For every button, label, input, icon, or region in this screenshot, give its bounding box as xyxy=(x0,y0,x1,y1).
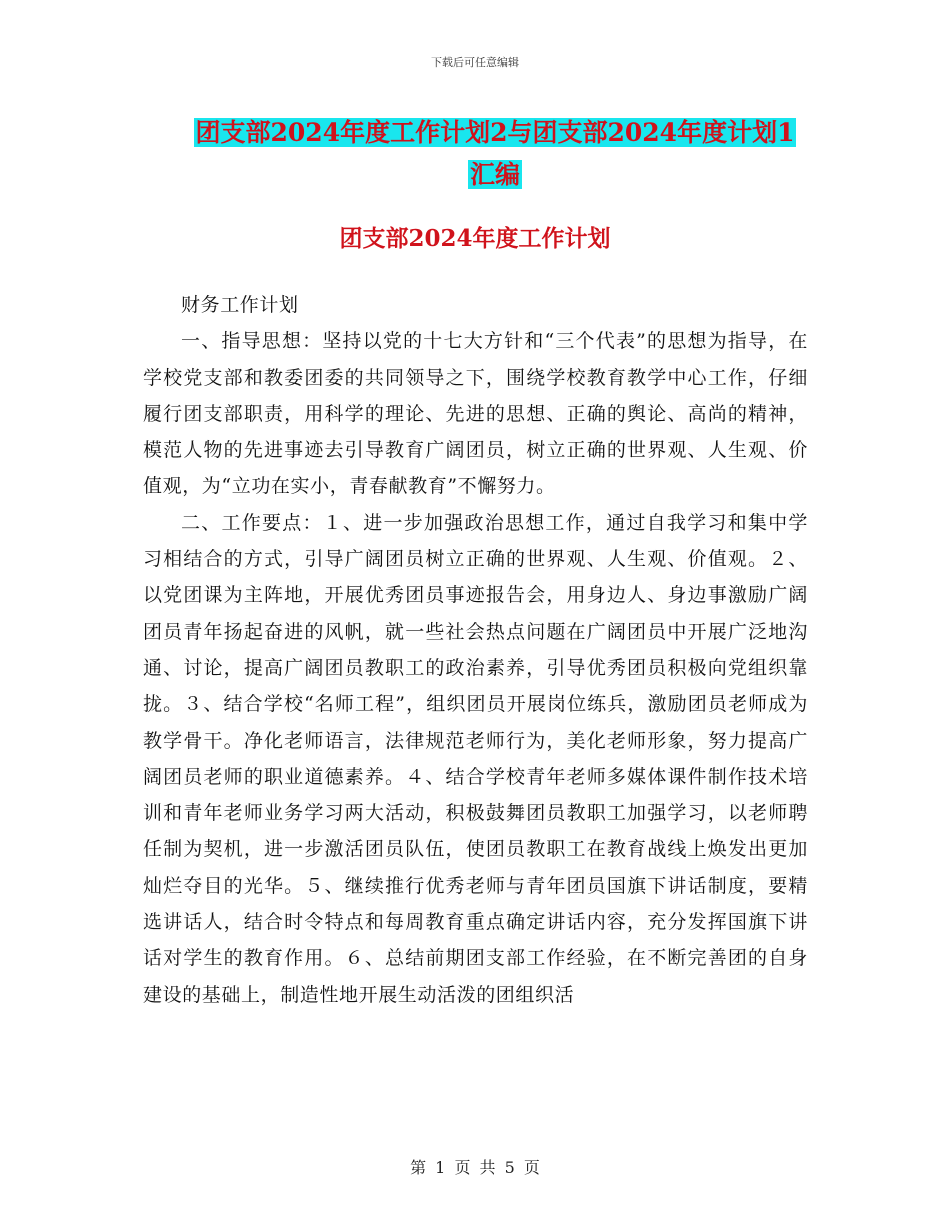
title-line-1: 团支部2024年度工作计划2与团支部2024年度计划1 xyxy=(195,118,795,147)
title-line-2: 汇编 xyxy=(469,160,520,189)
paragraph-label: 财务工作计划 xyxy=(181,294,299,316)
section-title: 团支部2024年度工作计划 xyxy=(339,225,611,252)
page-footer: 第 1 页 共 5 页 xyxy=(410,1158,540,1177)
document-title xyxy=(90,112,900,196)
body-text xyxy=(143,287,808,1013)
paragraph-guiding-ideology: 一、指导思想：坚持以党的十七大方针和“三个代表”的思想为指导，在学校党支部和教委团委的共同领导之下，围绕学校教育教学中心工作，仔细履行团支部职责，用科学的理论、先进的思想、正确的舆论、高尚的精神，模范人物的先进事迹去引导教育广阔团员，树立正确的世界观、人生观、价值观，为“立功在实小，青春献教育”不懈努力。 xyxy=(143,330,808,498)
paragraph-work-points: 二、工作要点：１、进一步加强政治思想工作，通过自我学习和集中学习相结合的方式，引导广阔团员树立正确的世界观、人生观、价值观。２、以党团课为主阵地，开展优秀团员事迹报告会，用身边人、身边事激励广阔团员青年扬起奋进的风帆，就一些社会热点问题在广阔团员中开展广泛地沟通、讨论，提高广阔团员教职工的政治素养，引导优秀团员积极向党组织靠拢。３、结合学校“名师工程”，组织团员开展岗位练兵，激励团员老师成为教学骨干。净化老师语言，法律规范老师行为，美化老师形象，努力提高广阔团员老师的职业道德素养。４、结合学校青年老师多媒体课件制作技术培训和青年老师业务学习两大活动，积极鼓舞团员教职工加强学习，以老师聘任制为契机，进一步激活团员队伍，使团员教职工在教育战线上焕发出更加灿烂夺目的光华。５、继续推行优秀老师与青年团员国旗下讲话制度，要精选讲话人，结合时令特点和每周教育重点确定讲话内容，充分发挥国旗下讲话对学生的教育作用。６、总结前期团支部工作经验，在不断完善团的自身建设的基础上，制造性地开展生动活泼的团组织活 xyxy=(143,511,808,1006)
page-header-note: 下载后可任意编辑 xyxy=(431,56,519,69)
